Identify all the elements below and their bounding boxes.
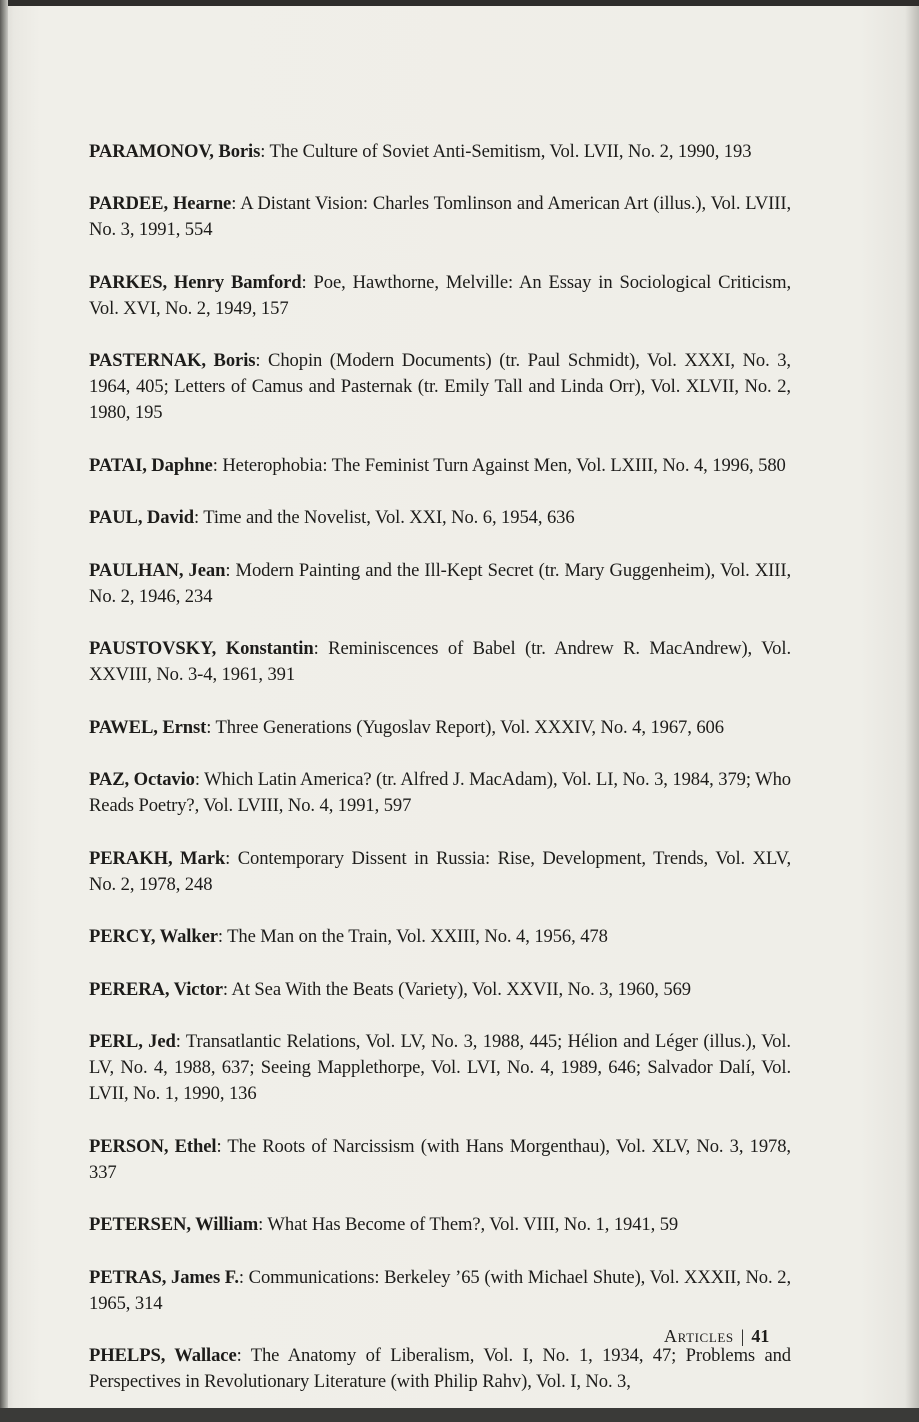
binding-gutter (0, 0, 8, 1408)
entry-citations: : Three Generations (Yugoslav Report), Vol. XXXIV, No. 4, 1967, 606 (206, 716, 724, 738)
entry-citations: : Communications: Berkeley ’65 (with Michael Shute), Vol. XXXII, No. 2, 1965, 314 (89, 1266, 792, 1314)
author-name: PETRAS, James F. (89, 1266, 239, 1288)
index-entries (89, 120, 791, 1422)
index-entry (89, 1265, 791, 1317)
author-name: PERCY, Walker (89, 926, 218, 948)
index-entry (89, 270, 791, 322)
entry-citations: : Which Latin America? (tr. Alfred J. MacAdam), Vol. LI, No. 3, 1984, 379; Who Reads Poetry?, Vol. LVIII, No. 4, 1991, 597 (89, 769, 791, 817)
index-entry (89, 1343, 791, 1395)
entry-citations: : The Roots of Narcissism (with Hans Morgenthau), Vol. XLV, No. 3, 1978, 337 (89, 1135, 791, 1183)
author-name: PATAI, Daphne (89, 454, 213, 476)
entry-citations: : Chopin (Modern Documents) (tr. Paul Schmidt), Vol. XXXI, No. 3, 1964, 405; Letters of Camus and Pasternak (tr. Emily Tall and Linda Orr), Vol. XLVII, No. 2, 1980, 195 (89, 350, 791, 424)
author-name: PERL, Jed (89, 1031, 176, 1053)
page-number: 41 (751, 1326, 770, 1346)
scan-top-edge (0, 0, 919, 6)
entry-citations: : The Anatomy of Liberalism, Vol. I, No. 1, 1934, 47; Problems and Perspectives in Revolutionary Literature (with Philip Rahv), Vol. I, No. 3, (89, 1345, 791, 1393)
index-entry (89, 977, 791, 1003)
author-name: PAULHAN, Jean (89, 559, 226, 581)
index-entry (89, 715, 791, 741)
index-entry (89, 348, 791, 426)
index-entry (89, 1029, 791, 1107)
index-entry (89, 846, 791, 898)
index-entry (89, 1134, 791, 1186)
entry-citations: : Heterophobia: The Feminist Turn Against Men, Vol. LXIII, No. 4, 1996, 580 (212, 454, 786, 476)
page-footer (664, 1326, 769, 1347)
index-entry (89, 924, 791, 950)
index-entry (89, 505, 791, 531)
entry-citations: : At Sea With the Beats (Variety), Vol. XXVII, No. 3, 1960, 569 (222, 978, 691, 1000)
index-entry (89, 453, 791, 479)
entry-citations: : The Culture of Soviet Anti-Semitism, Vol. LVII, No. 2, 1990, 193 (260, 140, 752, 162)
author-name: PARAMONOV, Boris (89, 140, 261, 162)
author-name: PERAKH, Mark (89, 847, 226, 869)
entry-citations: : The Man on the Train, Vol. XXIII, No. 4, 1956, 478 (217, 926, 608, 948)
author-name: PASTERNAK, Boris (89, 350, 256, 372)
author-name: PAUSTOVSKY, Konstantin (89, 638, 314, 660)
author-name: PETERSEN, William (89, 1214, 259, 1236)
author-name: PERERA, Victor (89, 978, 223, 1000)
author-name: PARDEE, Hearne (89, 193, 232, 215)
entry-citations: : Reminiscences of Babel (tr. Andrew R. MacAndrew), Vol. XXVIII, No. 3-4, 1961, 391 (89, 638, 791, 686)
entry-citations: : Time and the Novelist, Vol. XXI, No. 6, 1954, 636 (193, 507, 575, 529)
footer-separator: | (740, 1326, 745, 1346)
author-name: PERSON, Ethel (89, 1135, 217, 1157)
author-name: PHELPS, Wallace (89, 1345, 237, 1367)
entry-citations: : A Distant Vision: Charles Tomlinson and American Art (illus.), Vol. LVIII, No. 3, 1991, 554 (89, 193, 792, 241)
author-name: PAZ, Octavio (89, 769, 195, 791)
index-entry (89, 191, 791, 243)
entry-citations: : What Has Become of Them?, Vol. VIII, No. 1, 1941, 59 (258, 1214, 679, 1236)
section-label: Articles (664, 1326, 734, 1346)
entry-citations: : Poe, Hawthorne, Melville: An Essay in Sociological Criticism, Vol. XVI, No. 2, 1949, 157 (89, 271, 791, 319)
index-entry (89, 1212, 791, 1238)
entry-citations: : Transatlantic Relations, Vol. LV, No. 3, 1988, 445; Hélion and Léger (illus.), Vol. LV, No. 4, 1988, 637; Seeing Mapplethorpe, Vol. LVI, No. 4, 1989, 646; Salvador Dalí, Vol. LVII, No. 1, 1990, 136 (89, 1031, 791, 1105)
entry-citations: : Modern Painting and the Ill-Kept Secret (tr. Mary Guggenheim), Vol. XIII, No. 2, 1946, 234 (89, 559, 791, 607)
author-name: PARKES, Henry Bamford (89, 271, 302, 293)
author-name: PAUL, David (89, 507, 194, 529)
index-entry (89, 767, 791, 819)
index-entry (89, 139, 791, 165)
index-entry (89, 558, 791, 610)
entry-citations: : Contemporary Dissent in Russia: Rise, Development, Trends, Vol. XLV, No. 2, 1978, 248 (89, 847, 791, 895)
index-entry (89, 636, 791, 688)
author-name: PAWEL, Ernst (89, 716, 207, 738)
